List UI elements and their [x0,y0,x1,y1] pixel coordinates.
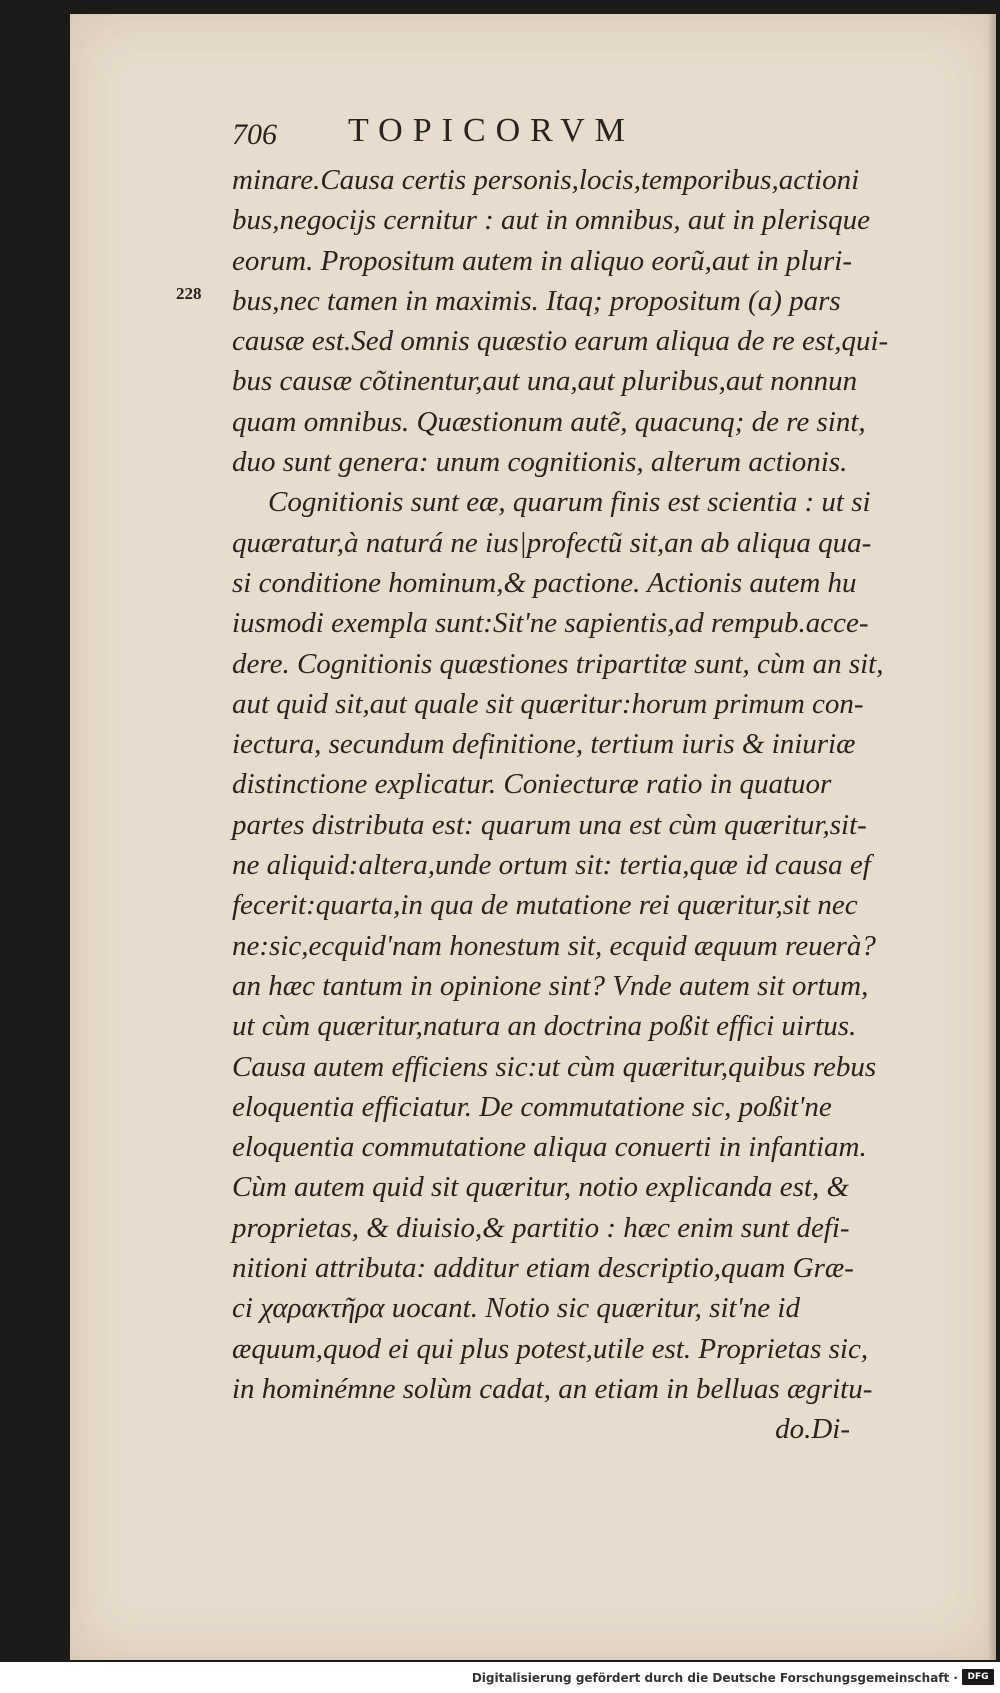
text-line: bus causæ cõtinentur,aut una,aut pluribus,aut nonnun [232,365,858,398]
page-number: 706 [232,118,277,151]
text-line: eloquentia efficiatur. De commutatione sic, poßit'ne [232,1090,832,1123]
text-line: Cùm autem quid sit quæritur, notio explicanda est, & [232,1171,850,1204]
text-line: bus,nec tamen in maximis. Itaq; propositum (a) pars [232,284,841,317]
text-line: an hæc tantum in opinione sint? Vnde autem sit ortum, [232,969,869,1002]
text-line: iusmodi exempla sunt:Sit'ne sapientis,ad rempub.acce- [232,607,869,640]
text-line: fecerit:quarta,in qua de mutatione rei quæritur,sit nec [232,889,858,922]
running-title: TOPICORVM [348,112,635,149]
text-line: Causa autem efficiens sic:ut cùm quæritur,quibus rebus [232,1050,877,1083]
text-line: partes distributa est: quarum una est cùm quæritur,sit- [232,808,867,841]
text-line: ne:sic,ecquid'nam honestum sit, ecquid æquum reuerà? [232,929,876,962]
dfg-logo: DFG [962,1669,994,1685]
text-line: dere. Cognitionis quæstiones tripartitæ sunt, cùm an sit, [232,647,884,680]
text-line: nitioni attributa: additur etiam descriptio,quam Græ- [232,1252,854,1285]
text-line: duo sunt genera: unum cognitionis, alterum actionis. [232,446,848,479]
text-line: in hominémne solùm cadat, an etiam in belluas ægritu- [232,1372,873,1405]
text-line: eloquentia commutatione aliqua conuerti in infantiam. [232,1131,867,1164]
text-line: Cognitionis sunt eæ, quarum finis est scientia : ut si [268,486,871,519]
text-line: causæ est.Sed omnis quæstio earum aliqua de re est,qui- [232,325,889,358]
text-line: proprietas, & diuisio,& partitio : hæc enim sunt defi- [232,1211,850,1244]
page-header [232,110,752,158]
footer-text: Digitalisierung gefördert durch die Deutsche Forschungsgemeinschaft · [471,1671,958,1685]
page-edge [988,14,996,1660]
text-line: bus,negocijs cernitur : aut in omnibus, aut in plerisque [232,204,870,237]
text-line: distinctione explicatur. Coniecturæ ratio in quatuor [232,768,832,801]
footer-bar [0,1662,1000,1693]
text-line: minare.Causa certis personis,locis,temporibus,actioni [232,164,860,196]
text-line: aut quid sit,aut quale sit quæritur:horum primum con- [232,687,864,720]
text-line: æquum,quod ei qui plus potest,utile est. Proprietas sic, [232,1332,869,1365]
text-line: si conditione hominum,& pactione. Actionis autem hu [232,566,857,599]
catchword: do.Di- [775,1413,850,1446]
margin-note: 228 [176,284,202,303]
text-line: quæratur,à naturá ne ius|profectũ sit,an ab aliqua qua- [232,526,872,559]
text-line: eorum. Propositum autem in aliquo eorũ,aut in pluri- [232,244,852,277]
text-block [232,160,932,1450]
text-line: ne aliquid:altera,unde ortum sit: tertia,quæ id causa ef [232,849,871,882]
text-line: quam omnibus. Quæstionum autẽ, quacunq; de re sint, [232,405,866,438]
text-line: ut cùm quæritur,natura an doctrina poßit effici uirtus. [232,1010,857,1043]
text-line: ci χαρακτῆρα uocant. Notio sic quæritur, sit'ne id [232,1292,800,1325]
text-line: iectura, secundum definitione, tertium iuris & iniuriæ [232,728,856,761]
